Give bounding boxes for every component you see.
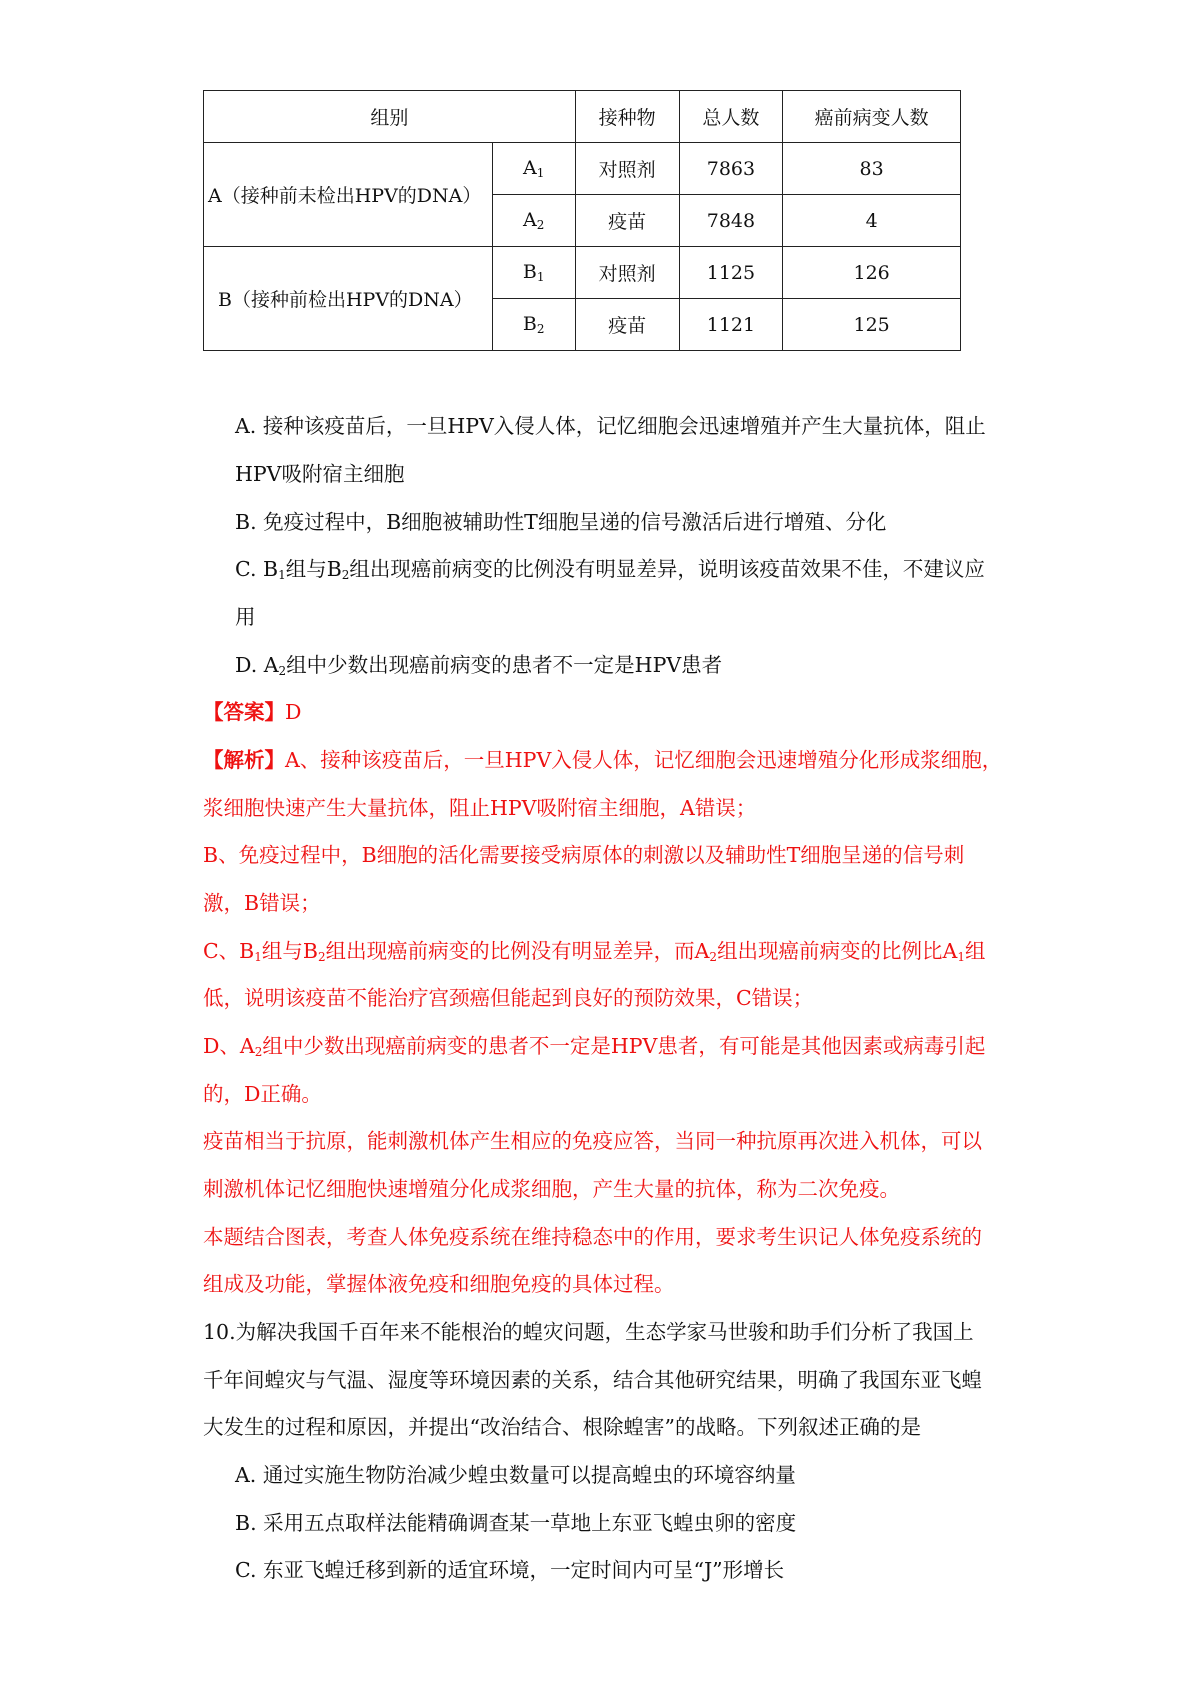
- subgroup-label: $A_2$: [492, 195, 575, 247]
- answer-line: [203, 697, 1003, 727]
- subgroup-label: $B_2$: [492, 299, 575, 351]
- q10-option-b: B. 采用五点取样法能精确调查某一草地上东亚飞蝗虫卵的密度: [235, 1511, 797, 1535]
- subgroup-label: $A_1$: [492, 143, 575, 195]
- q9-option-c-line1: C. $B_1$组与$B_2$组出现癌前病变的比例没有明显差异，说明该疫苗效果不佳，不建议应: [235, 557, 985, 582]
- analysis-line-3: B、免疫过程中，B细胞的活化需要接受病原体的刺激以及辅助性T细胞呈递的信号刺: [203, 843, 965, 867]
- q10-stem-line1: 10.为解决我国千百年来不能根治的蝗灾问题，生态学家马世骏和助手们分析了我国上: [203, 1320, 974, 1344]
- q10-option-c: C. 东亚飞蝗迁移到新的适宜环境，一定时间内可呈“J”形增长: [235, 1558, 785, 1582]
- q9-option-a-line2: HPV吸附宿主细胞: [235, 462, 405, 486]
- total-cell: 1121: [679, 299, 783, 351]
- total-cell: 7848: [679, 195, 783, 247]
- inoculant-cell: 对照剂: [575, 143, 679, 195]
- subgroup-label: $B_1$: [492, 247, 575, 299]
- lesion-cell: 83: [783, 143, 961, 195]
- q9-option-a-line1: A. 接种该疫苗后，一旦HPV入侵人体，记忆细胞会迅速增殖并产生大量抗体，阻止: [235, 414, 986, 438]
- q9-option-d: D. $A_2$组中少数出现癌前病变的患者不一定是HPV患者: [235, 653, 723, 678]
- analysis-line-1: 【解析】A、接种该疫苗后，一旦HPV入侵人体，记忆细胞会迅速增殖分化形成浆细胞，: [203, 748, 1003, 772]
- analysis-line-6: 低，说明该疫苗不能治疗宫颈癌但能起到良好的预防效果，C错误；: [203, 986, 814, 1010]
- header-inoculant: 接种物: [575, 91, 679, 143]
- q10-option-a: A. 通过实施生物防治减少蝗虫数量可以提高蝗虫的环境容纳量: [235, 1463, 796, 1487]
- analysis-line-8: 的，D正确。: [203, 1082, 322, 1106]
- answer-value: D: [285, 700, 302, 724]
- group-a-label: A（接种前未检出HPV的DNA）: [204, 143, 493, 247]
- analysis-line-12: 组成及功能，掌握体液免疫和细胞免疫的具体过程。: [203, 1272, 675, 1296]
- analysis-line-9: 疫苗相当于抗原，能刺激机体产生相应的免疫应答，当同一种抗原再次进入机体，可以: [203, 1129, 982, 1153]
- analysis-line-7: D、$A_2$组中少数出现癌前病变的患者不一定是HPV患者，有可能是其他因素或病毒引起: [203, 1034, 986, 1059]
- group-b-label: B（接种前检出HPV的DNA）: [204, 247, 493, 351]
- analysis-line-10: 刺激机体记忆细胞快速增殖分化成浆细胞，产生大量的抗体，称为二次免疫。: [203, 1177, 900, 1201]
- header-total: 总人数: [679, 91, 783, 143]
- vaccine-trial-table: [203, 90, 961, 351]
- total-cell: 7863: [679, 143, 783, 195]
- lesion-cell: 126: [783, 247, 961, 299]
- lesion-cell: 125: [783, 299, 961, 351]
- analysis-line-5: C、$B_1$组与$B_2$组出现癌前病变的比例没有明显差异，而$A_2$组出现癌前病变的比例比$A_1$组: [203, 939, 986, 964]
- total-cell: 1125: [679, 247, 783, 299]
- answer-label: 【答案】: [203, 700, 285, 724]
- header-lesion: 癌前病变人数: [783, 91, 961, 143]
- analysis-line-4: 激，B错误；: [203, 891, 321, 915]
- q9-option-c-line2: 用: [235, 605, 256, 629]
- analysis-label: 【解析】: [203, 748, 285, 772]
- q10-stem-line3: 大发生的过程和原因，并提出“改治结合、根除蝗害”的战略。下列叙述正确的是: [203, 1415, 921, 1439]
- q10-stem-line2: 千年间蝗灾与气温、湿度等环境因素的关系，结合其他研究结果，明确了我国东亚飞蝗: [203, 1368, 982, 1392]
- inoculant-cell: 疫苗: [575, 195, 679, 247]
- table-row: [204, 143, 961, 195]
- table-header-row: [204, 91, 961, 143]
- inoculant-cell: 对照剂: [575, 247, 679, 299]
- q9-option-b: B. 免疫过程中，B细胞被辅助性T细胞呈递的信号激活后进行增殖、分化: [235, 510, 887, 534]
- inoculant-cell: 疫苗: [575, 299, 679, 351]
- header-group: 组别: [204, 91, 576, 143]
- lesion-cell: 4: [783, 195, 961, 247]
- analysis-line-11: 本题结合图表，考查人体免疫系统在维持稳态中的作用，要求考生识记人体免疫系统的: [203, 1225, 982, 1249]
- analysis-line-2: 浆细胞快速产生大量抗体，阻止HPV吸附宿主细胞，A错误；: [203, 796, 757, 820]
- table-row: [204, 247, 961, 299]
